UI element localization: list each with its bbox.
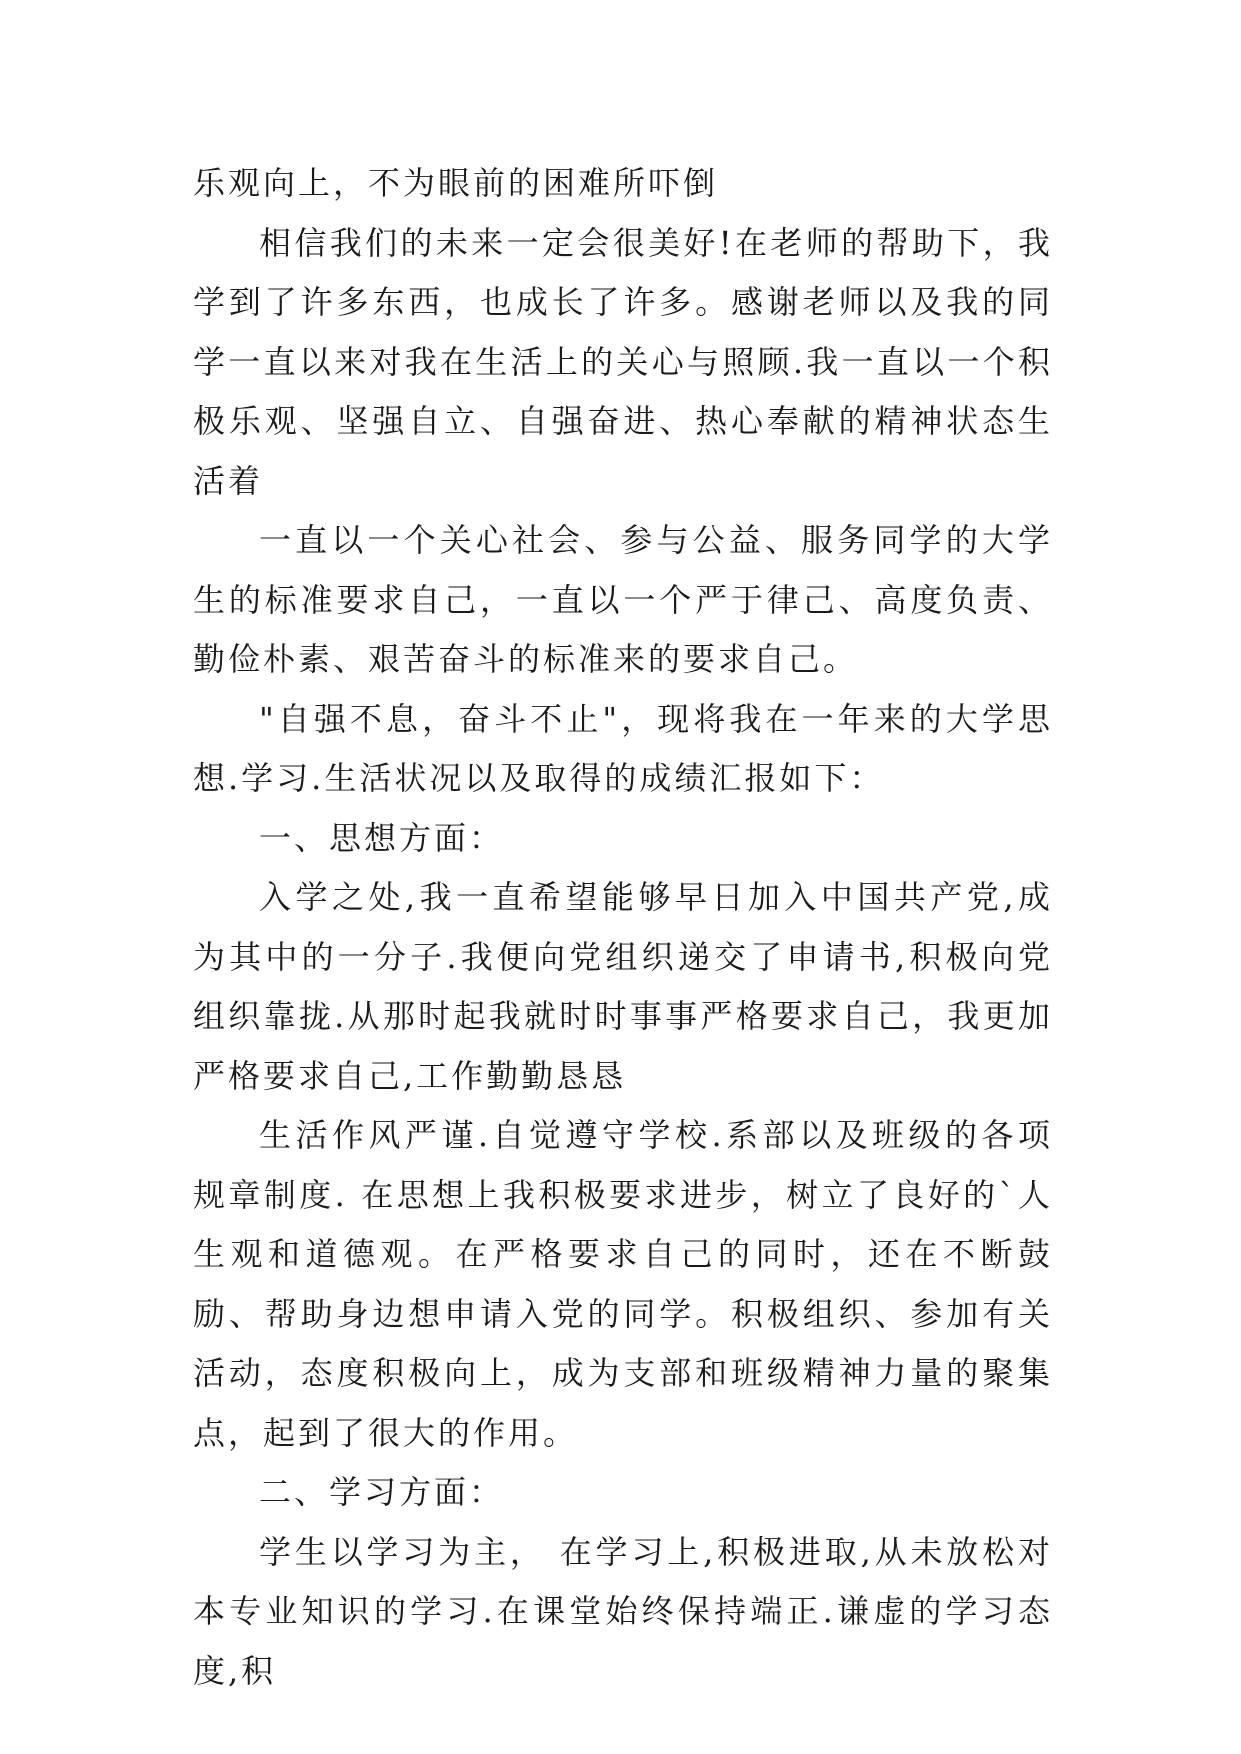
paragraph-6: 入学之处,我一直希望能够早日加入中国共产党,成为其中的一分子.我便向党组织递交了申请书,积极向党组织靠拢.从那时起我就时时事事严格要求自己，我更加严格要求自己,工作勤勤恳恳	[193, 878, 1053, 1095]
paragraph-7: 生活作风严谨.自觉遵守学校.系部以及班级的各项规章制度. 在思想上我积极要求进步，树立了良好的`人生观和道德观。在严格要求自己的同时，还在不断鼓励、帮助身边想申请入党的同学。积极组织、参加有关活动，态度积极向上，成为支部和班级精神力量的聚集点，起到了很大的作用。	[193, 1116, 1053, 1452]
paragraph-1: 乐观向上，不为眼前的困难所吓倒	[193, 164, 719, 202]
section-heading-study: 二、学习方面：	[259, 1473, 505, 1511]
paragraph-2: 相信我们的未来一定会很美好!在老师的帮助下，我学到了许多东西，也成长了许多。感谢老师以及我的同学一直以来对我在生活上的关心与照顾.我一直以一个积极乐观、坚强自立、自强奋进、热心奉献的精神状态生活着	[193, 223, 1053, 500]
paragraph-3: 一直以一个关心社会、参与公益、服务同学的大学生的标准要求自己，一直以一个严于律己、高度负责、勤俭朴素、艰苦奋斗的标准来的要求自己。	[193, 521, 1053, 678]
document-body	[193, 154, 1053, 1701]
paragraph-4: "自强不息，奋斗不止"，现将我在一年来的大学思想.学习.生活状况以及取得的成绩汇报如下：	[193, 699, 1053, 797]
paragraph-9: 学生以学习为主， 在学习上,积极进取,从未放松对本专业知识的学习.在课堂始终保持端正.谦虚的学习态度,积	[193, 1532, 1053, 1690]
section-heading-ideology: 一、思想方面：	[259, 818, 505, 857]
